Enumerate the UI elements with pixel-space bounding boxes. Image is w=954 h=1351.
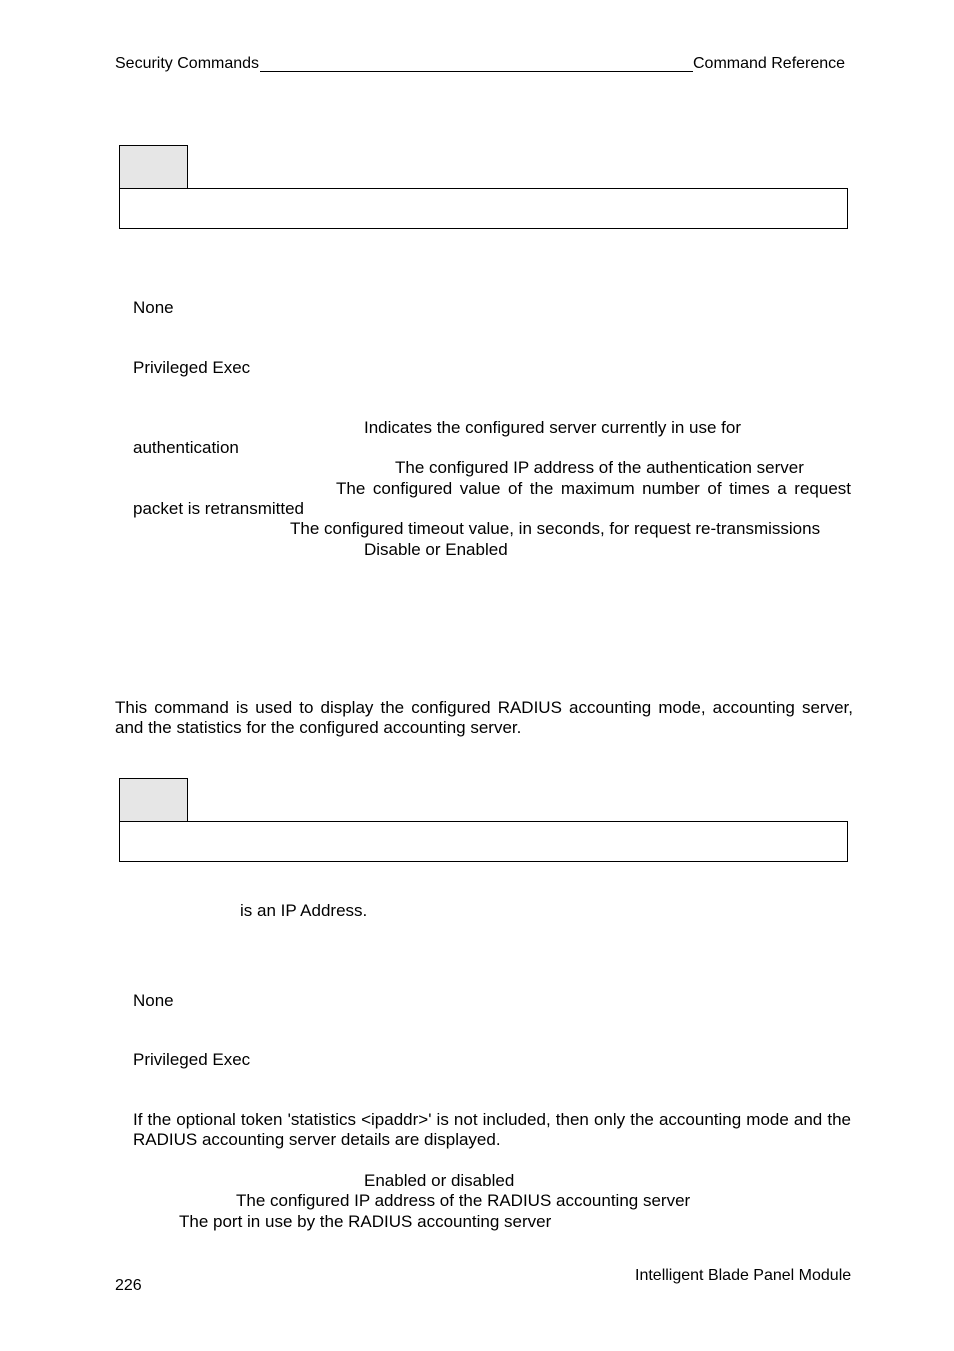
field-description: The configured value of the maximum number of times a request [336, 479, 851, 498]
format-tab [119, 778, 188, 821]
usage-note: If the optional token 'statistics <ipaddr>' is not included, then only the accounting mode and the RADIUS accounting server details are displayed. [133, 1110, 851, 1149]
field-description: packet is retransmitted [133, 499, 305, 518]
header-section-title: Security Commands [115, 55, 260, 72]
command-mode: Privileged Exec [133, 358, 251, 377]
header-rule [260, 71, 693, 72]
command-description: This command is used to display the configured RADIUS accounting mode, accounting server, and the statistics for the configured accounting server. [115, 698, 853, 737]
command-mode: Privileged Exec [133, 1050, 251, 1069]
field-description: Disable or Enabled [364, 540, 508, 559]
field-description: Enabled or disabled [364, 1171, 515, 1190]
default-value: None [133, 991, 174, 1010]
field-description: Indicates the configured server currently in use for [364, 418, 742, 437]
page-number: 226 [115, 1277, 142, 1294]
field-description: The port in use by the RADIUS accounting server [179, 1212, 552, 1231]
command-syntax-box [119, 821, 848, 862]
field-description: The configured IP address of the RADIUS accounting server [236, 1191, 691, 1210]
parameter-note: is an IP Address. [240, 901, 368, 920]
field-description: The configured IP address of the authentication server [395, 458, 804, 477]
format-tab [119, 145, 188, 188]
footer-product-name: Intelligent Blade Panel Module [635, 1267, 852, 1284]
command-syntax-box [119, 188, 848, 229]
header-doc-title: Command Reference [693, 55, 846, 72]
field-description: authentication [133, 438, 239, 457]
default-value: None [133, 298, 174, 317]
field-description: The configured timeout value, in seconds, for request re-transmissions [290, 519, 821, 538]
